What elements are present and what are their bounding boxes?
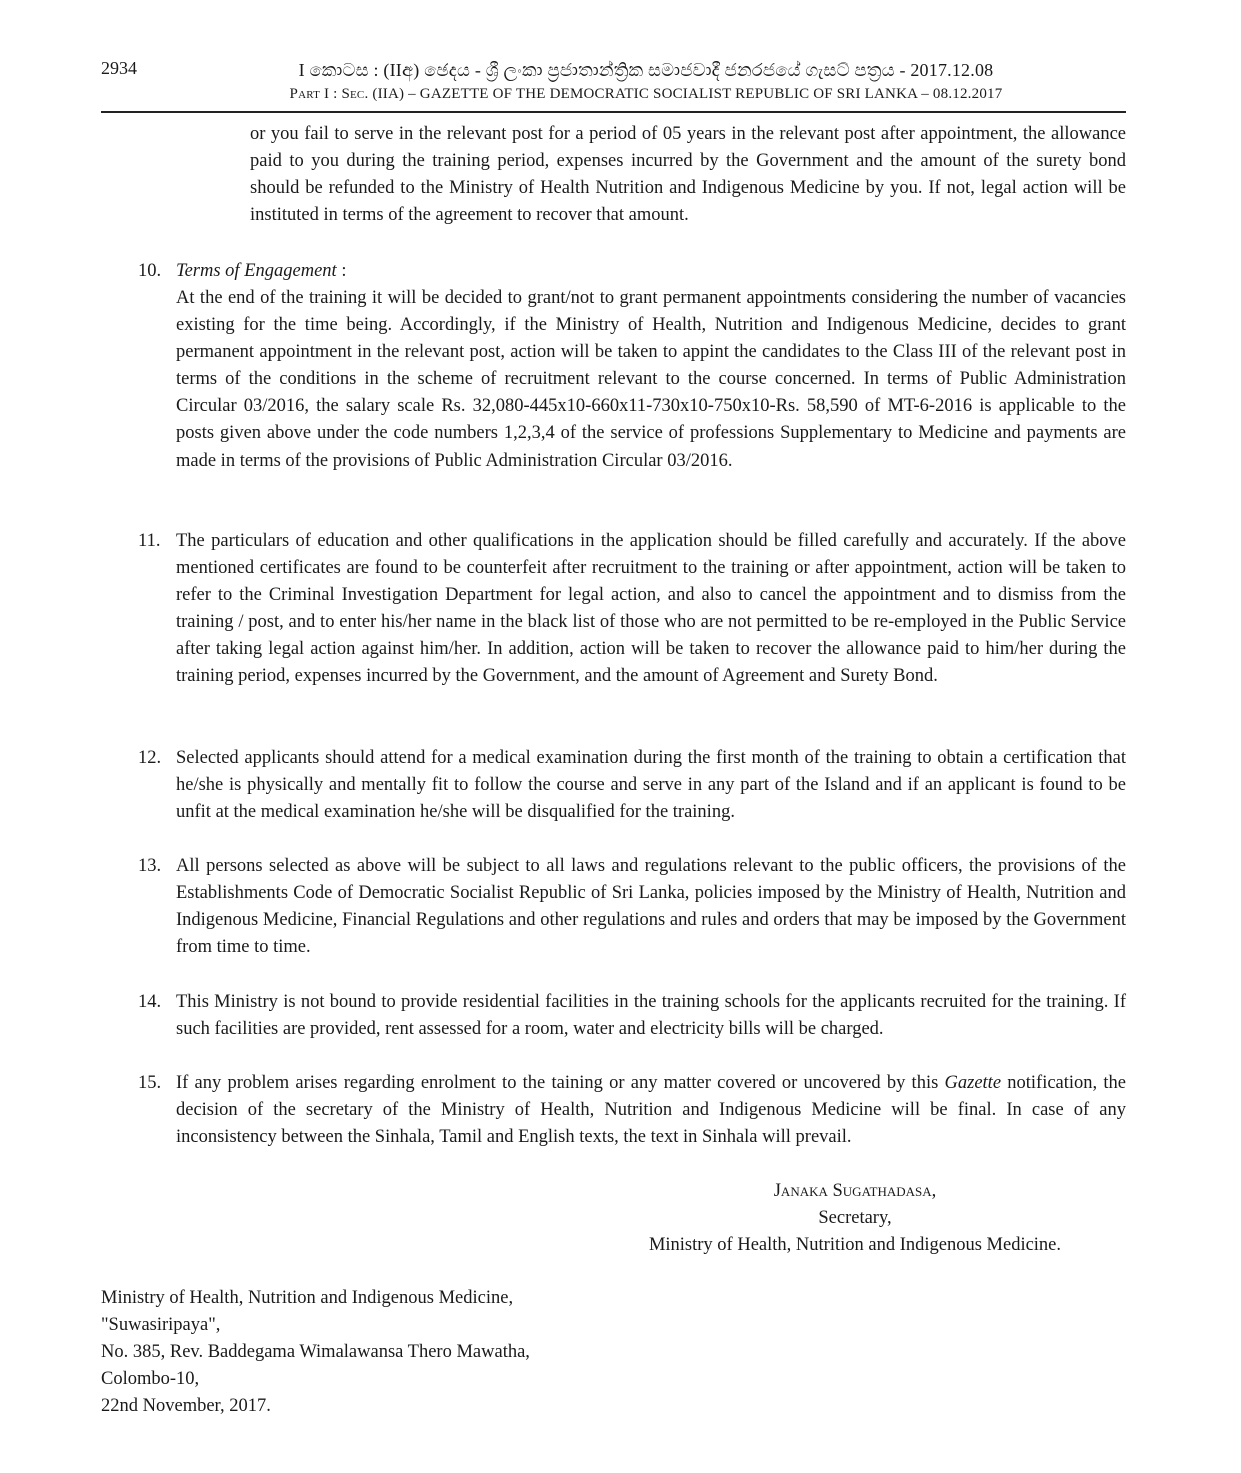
section-number-13: 13. <box>138 856 162 876</box>
header-sep: : <box>329 86 342 102</box>
section-number-10: 10. <box>138 261 162 281</box>
section-number-15: 15. <box>138 1073 162 1093</box>
header-sinhala-line: I කොටස : (IIඅ) ඡෙදය - ශ්‍රී ලංකා ප්‍රජාතාන්ත්‍රික සමාජවාදී ජනරජයේ ගැසට් පත්‍රය - 2017.12.08 <box>298 60 994 80</box>
header-sec: Sec. <box>341 86 369 102</box>
page-number: 2934 <box>101 58 137 78</box>
section-10-title: Terms of Engagement <box>176 261 337 281</box>
address-line-city: Colombo-10, <box>101 1369 200 1389</box>
section-number-11: 11. <box>138 531 161 551</box>
section-number-12: 12. <box>138 748 162 768</box>
section-14-text: This Ministry is not bound to provide residential facilities in the training schools for the applicants recruited for the training. If such facilities are provided, rent assessed for a room, water and electricity bills will be charged. <box>176 992 1126 1040</box>
section-15-text <box>176 1070 1126 1151</box>
section-10-text: At the end of the training it will be decided to grant/not to grant permanent appointments considering the number of vacancies existing for the time being. Accordingly, if the Ministry of Health, Nutrition and Indigenous Medicine, decides to grant permanent appointment in the relevant post, action will be taken to appint the candidates to the Class III of the relevant post in terms of the conditions in the scheme of recruitment relevant to the course concerned. In terms of Public Administration Circular 03/2016, the salary scale Rs. 32,080-445x10-660x11-730x10-750x10-Rs. 58,590 of MT-6-2016 is applicable to the posts given above under the code numbers 1,2,3,4 of the service of professions Supplementary to Medicine and payments are made in terms of the provisions of Public Administration Circular 03/2016. <box>176 288 1126 471</box>
section-number-14: 14. <box>138 992 162 1012</box>
section-10-title-suffix: : <box>336 261 347 281</box>
header-english-line <box>150 86 1142 103</box>
address-block <box>101 1285 530 1420</box>
section-15-text-b: notification, the decision of the secretary of the Ministry of Health, Nutrition and Indigenous Medicine will be final. In case of any inconsistency between the Sinhala, Tamil and English texts, the text in Sinhala will prevail. <box>176 1073 1126 1148</box>
header-part: Part I <box>289 86 330 102</box>
signatory-name: Janaka Sugathadasa, <box>773 1181 937 1201</box>
header-gazette-title: (IIA) – GAZETTE OF THE DEMOCRATIC SOCIALIST REPUBLIC OF SRI LANKA – 08.12.2017 <box>368 86 1003 102</box>
address-line-building: "Suwasiripaya", <box>101 1315 221 1335</box>
address-line-street: No. 385, Rev. Baddegama Wimalawansa Thero Mawatha, <box>101 1342 530 1362</box>
signatory-title: Secretary, <box>818 1208 892 1228</box>
section-10-heading <box>176 258 1126 285</box>
signature-block <box>600 1178 1110 1259</box>
signatory-ministry: Ministry of Health, Nutrition and Indigenous Medicine. <box>648 1235 1062 1255</box>
section-15-gazette-word: Gazette <box>944 1073 1002 1093</box>
continuation-paragraph: or you fail to serve in the relevant post for a period of 05 years in the relevant post after appointment, the allowance paid to you during the training period, expenses incurred by the Government and the amount of the surety bond should be refunded to the Ministry of Health Nutrition and Indigenous Medicine by you. If not, legal action will be instituted in terms of the agreement to recover that amount. <box>250 124 1126 226</box>
section-11-text: The particulars of education and other qualifications in the application should be filled carefully and accurately. If the above mentioned certificates are found to be counterfeit after recruitment to the training or after appointment, action will be taken to refer to the Criminal Investigation Department for legal action, and also to cancel the appointment and to dismiss from the training / post, and to enter his/her name in the black list of those who are not permitted to be re-employed in the Public Service after taking legal action against him/her. In addition, action will be taken to recover the allowance paid to him/her during the training period, expenses incurred by the Government, and the amount of Agreement and Surety Bond. <box>176 531 1126 687</box>
section-15-text-a: If any problem arises regarding enrolment to the taining or any matter covered or uncovered by this <box>176 1073 945 1093</box>
address-date: 22nd November, 2017. <box>101 1396 271 1416</box>
address-line-ministry: Ministry of Health, Nutrition and Indigenous Medicine, <box>101 1288 514 1308</box>
section-12-text: Selected applicants should attend for a medical examination during the first month of the training to obtain a certification that he/she is physically and mentally fit to follow the course and serve in any part of the Island and if an applicant is found to be unfit at the medical examination he/she will be disqualified for the training. <box>176 748 1126 823</box>
section-13-text: All persons selected as above will be subject to all laws and regulations relevant to the public officers, the provisions of the Establishments Code of Democratic Socialist Republic of Sri Lanka, policies imposed by the Ministry of Health, Nutrition and Indigenous Medicine, Financial Regulations and other regulations and rules and orders that may be imposed by the Government from time to time. <box>176 856 1126 958</box>
header-divider <box>101 111 1126 113</box>
